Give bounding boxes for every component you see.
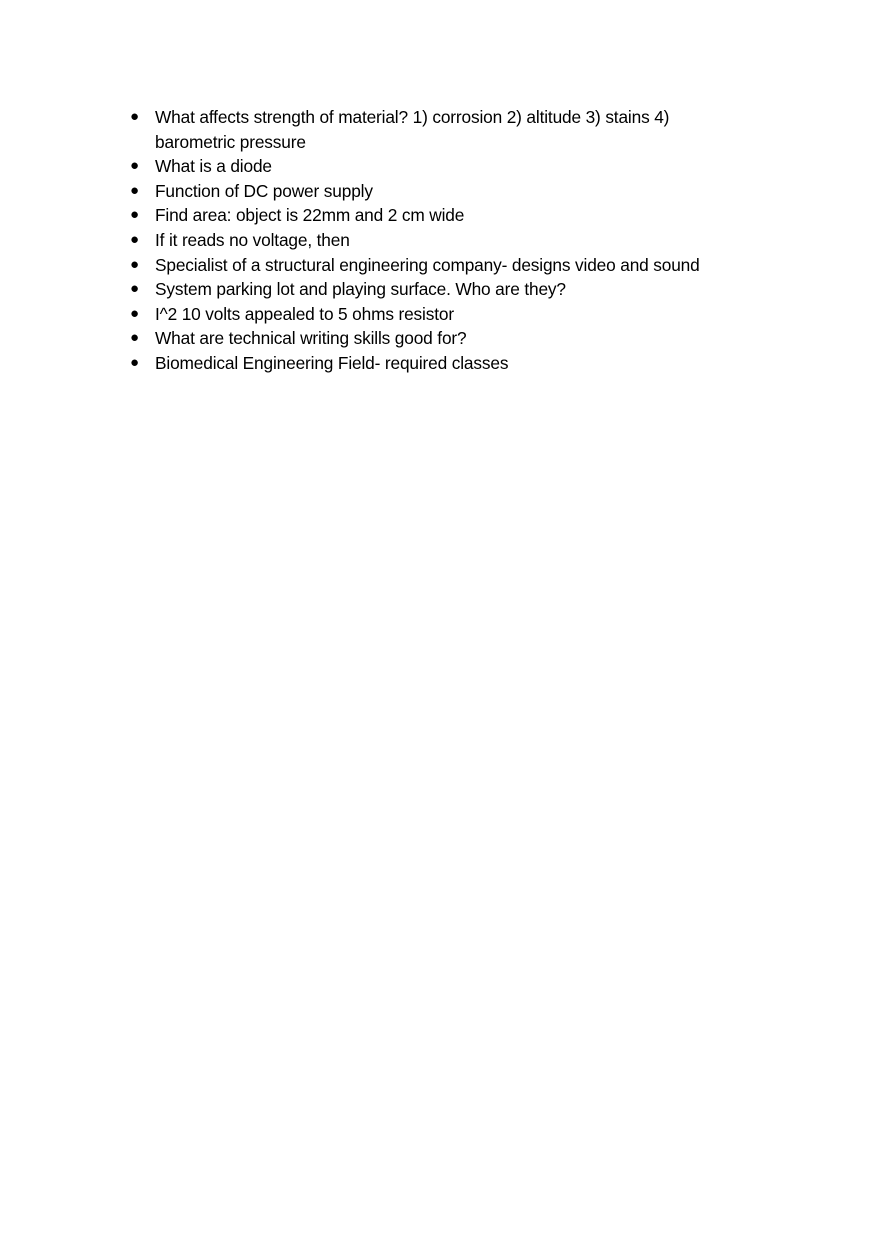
list-item [130,154,751,179]
bullet-icon: ● [130,206,139,224]
list-item-text: What are technical writing skills good for? [155,328,467,349]
list-item [130,105,751,154]
list-item-text: Function of DC power supply [155,180,373,201]
list-item-text: I^2 10 volts appealed to 5 ohms resistor [155,303,454,324]
list-item [130,302,751,327]
bullet-icon: ● [130,304,139,322]
bullet-icon: ● [130,255,139,273]
list-item [130,277,751,302]
bullet-icon: ● [130,329,139,347]
bullet-icon: ● [130,280,139,298]
list-item [130,351,751,376]
list-item [130,326,751,351]
list-item-text: What affects strength of material? 1) corrosion 2) altitude 3) stains 4) barometric pressure [155,107,670,152]
bullet-icon: ● [130,157,139,175]
bullet-icon: ● [130,353,139,371]
bullet-list [130,105,751,376]
bullet-icon: ● [130,230,139,248]
list-item-text: Find area: object is 22mm and 2 cm wide [155,205,465,226]
list-item-text: Biomedical Engineering Field- required classes [155,352,509,373]
list-item [130,179,751,204]
list-item-text: If it reads no voltage, then [155,229,350,250]
list-item-text: Specialist of a structural engineering company- designs video and sound [155,254,700,275]
list-item-text: System parking lot and playing surface. Who are they? [155,279,566,300]
bullet-icon: ● [130,181,139,199]
list-item [130,228,751,253]
bullet-icon: ● [130,108,139,125]
list-item-text: What is a diode [155,156,272,177]
list-item [130,253,751,278]
list-item [130,203,751,228]
